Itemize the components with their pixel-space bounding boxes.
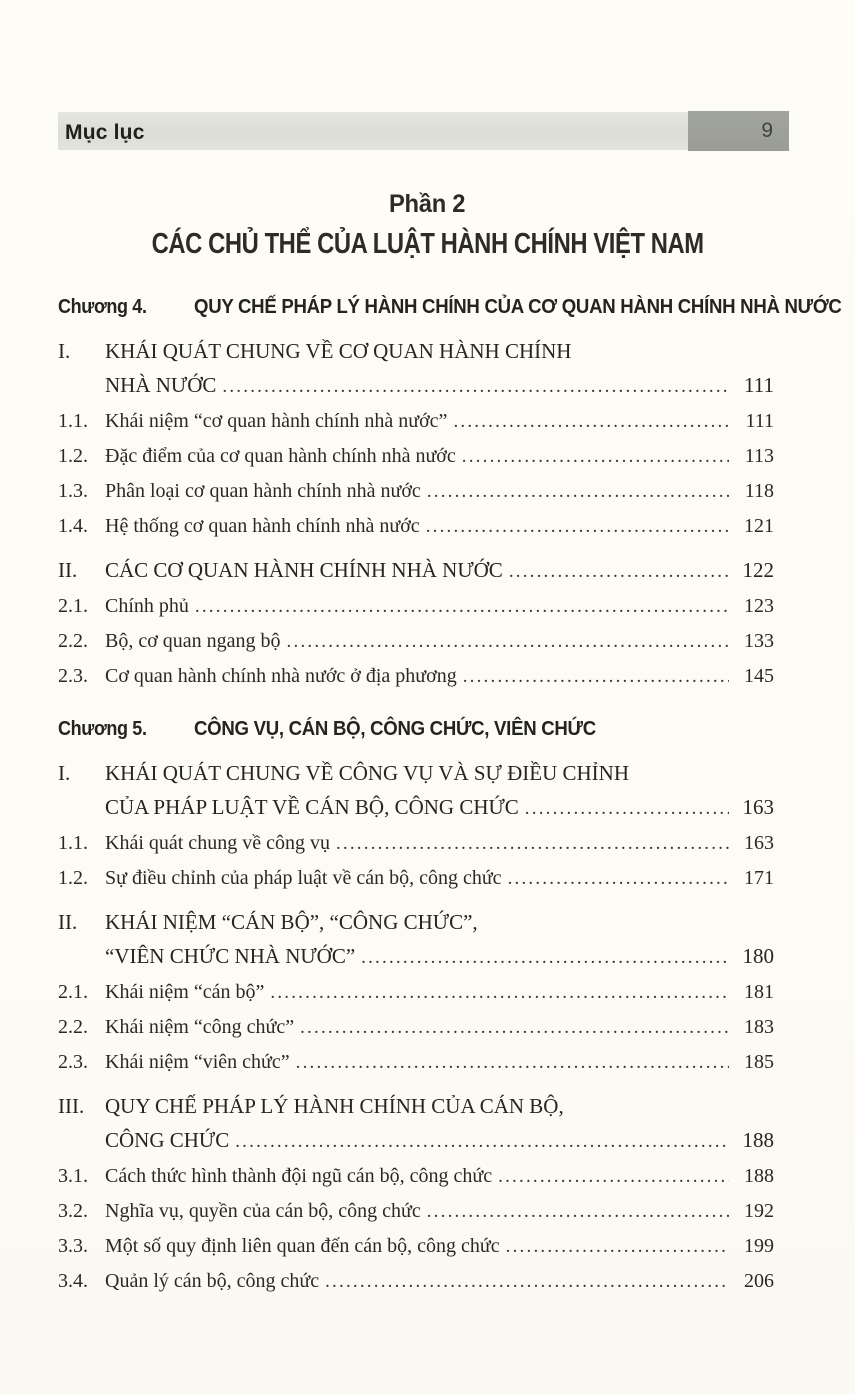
toc-entry-row	[58, 826, 774, 861]
toc-entry-number: 1.1.	[58, 410, 88, 432]
toc-entry-text: CÁC CƠ QUAN HÀNH CHÍNH NHÀ NƯỚC	[105, 558, 503, 582]
toc-entry-number: 1.4.	[58, 515, 88, 537]
toc-entry-content	[105, 553, 774, 589]
toc-entry-page: 171	[744, 867, 774, 889]
toc-entry-text: CỦA PHÁP LUẬT VỀ CÁN BỘ, CÔNG CHỨC	[105, 795, 519, 819]
toc-entry-row	[58, 474, 774, 509]
toc-entry-number: 1.2.	[58, 867, 88, 889]
toc-entry-line	[105, 404, 774, 439]
toc-entry-row	[58, 756, 774, 826]
dot-leader	[300, 1010, 729, 1045]
toc-entry-text: Khái quát chung về công vụ	[105, 832, 330, 854]
toc-entry-row	[58, 1159, 774, 1194]
toc-entry-text: KHÁI QUÁT CHUNG VỀ CƠ QUAN HÀNH CHÍNH	[105, 339, 572, 363]
toc-entry-row	[58, 439, 774, 474]
toc-entry-text: Quản lý cán bộ, công chức	[105, 1270, 320, 1292]
toc-entry-page: 123	[744, 595, 774, 617]
toc-entry-line	[105, 439, 774, 474]
dot-leader	[453, 404, 729, 439]
toc-entry-row	[58, 905, 774, 975]
toc-entry-content	[105, 589, 774, 624]
toc-chapter	[58, 718, 774, 1299]
toc-entry-number: I.	[58, 339, 71, 363]
toc-entry-content	[105, 1010, 774, 1045]
toc-entry-number: II.	[58, 558, 78, 582]
toc-entry-line	[105, 905, 774, 939]
toc-entry-text: KHÁI NIỆM “CÁN BỘ”, “CÔNG CHỨC”,	[105, 910, 478, 934]
toc-entry-line	[105, 474, 774, 509]
running-header-bar	[58, 112, 789, 150]
part-heading	[0, 190, 855, 261]
chapter-label: Chương 4.	[58, 296, 147, 318]
toc-entry-row	[58, 624, 774, 659]
toc-chapters	[58, 296, 843, 1299]
toc-entry-line	[105, 1045, 774, 1080]
toc-entry-content	[105, 905, 774, 975]
toc-entry-text: Khái niệm “công chức”	[105, 1016, 295, 1038]
toc-chapter	[58, 296, 843, 694]
toc-entry-content	[105, 861, 774, 896]
toc-entry-number: 3.2.	[58, 1200, 88, 1222]
running-header-title: Mục lục	[65, 120, 145, 144]
toc-entry-text: Cơ quan hành chính nhà nước ở địa phương	[105, 665, 457, 687]
toc-entry-row	[58, 589, 774, 624]
toc-entry-line	[105, 589, 774, 624]
toc-entry-page: 133	[744, 630, 774, 652]
dot-leader	[426, 509, 729, 544]
toc-entry-row	[58, 1264, 774, 1299]
toc-entry-number: 2.3.	[58, 1051, 88, 1073]
toc-entry-content	[105, 1089, 774, 1159]
toc-entry-page: 121	[744, 515, 774, 537]
toc-entry-number: 2.1.	[58, 595, 88, 617]
toc-entry-page: 111	[745, 410, 774, 432]
part-title-row	[0, 228, 855, 261]
toc-entry-row	[58, 1010, 774, 1045]
part-label-row	[0, 190, 855, 219]
toc-entry-row	[58, 659, 774, 694]
toc-entry-number: II.	[58, 910, 78, 934]
toc-entry-line	[105, 826, 774, 861]
toc-entry-line	[105, 939, 774, 975]
dot-leader	[427, 1194, 729, 1229]
toc-entry-number: 3.3.	[58, 1235, 88, 1257]
toc-entry-page: 199	[744, 1235, 774, 1257]
toc-entry-line	[105, 861, 774, 896]
toc-entry-text: Đặc điểm của cơ quan hành chính nhà nước	[105, 445, 456, 467]
toc-entry-line	[105, 509, 774, 544]
dot-leader	[361, 939, 729, 975]
toc-entry-content	[105, 624, 774, 659]
toc-entry-page: 163	[744, 832, 774, 854]
dot-leader	[509, 553, 729, 589]
toc-entry-number: 2.2.	[58, 630, 88, 652]
toc-entry-content	[105, 975, 774, 1010]
toc-entry-text: Phân loại cơ quan hành chính nhà nước	[105, 480, 421, 502]
chapter-label: Chương 5.	[58, 718, 147, 740]
toc-entry-content	[105, 334, 774, 404]
toc-entry-content	[105, 1194, 774, 1229]
toc-entry-content	[105, 659, 774, 694]
toc-entry-content	[105, 439, 774, 474]
toc-entry-line	[105, 975, 774, 1010]
dot-leader	[498, 1159, 729, 1194]
toc-entry-row	[58, 509, 774, 544]
toc-entry-page: 145	[744, 665, 774, 687]
toc-entry-number: III.	[58, 1094, 85, 1118]
toc-entry-row	[58, 1045, 774, 1080]
toc-entry-line	[105, 368, 774, 404]
toc-entry-page: 185	[744, 1051, 774, 1073]
toc-entry-page: 206	[744, 1270, 774, 1292]
toc-entry-number: 3.4.	[58, 1270, 88, 1292]
toc-entry-text: Chính phủ	[105, 595, 189, 617]
dot-leader	[508, 861, 729, 896]
toc-entry-number: I.	[58, 761, 71, 785]
toc-entry-page: 183	[744, 1016, 774, 1038]
part-label: Phần 2	[389, 190, 466, 218]
toc-entry-row	[58, 1229, 774, 1264]
toc-entry-page: 192	[744, 1200, 774, 1222]
toc-entry-content	[105, 1045, 774, 1080]
toc-entry-page: 188	[742, 1128, 774, 1152]
toc-entry-text: Một số quy định liên quan đến cán bộ, công chức	[105, 1235, 500, 1257]
toc-entry-row	[58, 553, 774, 589]
toc-entry-text: Khái niệm “cán bộ”	[105, 981, 265, 1003]
dot-leader	[222, 368, 729, 404]
dot-leader	[462, 439, 729, 474]
dot-leader	[296, 1045, 729, 1080]
dot-leader	[463, 659, 729, 694]
toc-entry-line	[105, 1123, 774, 1159]
dot-leader	[506, 1229, 729, 1264]
toc-entry-row	[58, 404, 774, 439]
toc-entry-line	[105, 659, 774, 694]
toc-entry-text: Sự điều chỉnh của pháp luật về cán bộ, công chức	[105, 867, 502, 889]
toc-entry-text: Khái niệm “cơ quan hành chính nhà nước”	[105, 410, 448, 432]
chapter-entries	[58, 334, 774, 694]
toc-entry-text: Hệ thống cơ quan hành chính nhà nước	[105, 515, 420, 537]
page-number-block	[688, 111, 789, 151]
toc-entry-page: 113	[744, 445, 774, 467]
dot-leader	[525, 790, 729, 826]
toc-entry-content	[105, 474, 774, 509]
dot-leader	[195, 589, 729, 624]
toc-entry-text: KHÁI QUÁT CHUNG VỀ CÔNG VỤ VÀ SỰ ĐIỀU CHỈNH	[105, 761, 629, 785]
toc-entry-row	[58, 334, 774, 404]
dot-leader	[235, 1123, 729, 1159]
toc-entry-text: Cách thức hình thành đội ngũ cán bộ, công chức	[105, 1165, 493, 1187]
dot-leader	[270, 975, 729, 1010]
page-number: 9	[761, 119, 773, 142]
toc-entry-text: Nghĩa vụ, quyền của cán bộ, công chức	[105, 1200, 421, 1222]
dot-leader	[287, 624, 729, 659]
toc-entry-content	[105, 404, 774, 439]
dot-leader	[336, 826, 729, 861]
toc-entry-content	[105, 1264, 774, 1299]
toc-entry-line	[105, 1229, 774, 1264]
toc-entry-content	[105, 1229, 774, 1264]
toc-entry-number: 1.3.	[58, 480, 88, 502]
toc-entry-text: Bộ, cơ quan ngang bộ	[105, 630, 281, 652]
chapter-entries	[58, 756, 774, 1299]
toc-entry-row	[58, 975, 774, 1010]
part-title: CÁC CHỦ THỂ CỦA LUẬT HÀNH CHÍNH VIỆT NAM	[151, 228, 704, 260]
toc-entry-row	[58, 861, 774, 896]
toc-entry-content	[105, 1159, 774, 1194]
toc-entry-line	[105, 790, 774, 826]
chapter-title: QUY CHẾ PHÁP LÝ HÀNH CHÍNH CỦA CƠ QUAN HÀNH CHÍNH NHÀ NƯỚC	[194, 296, 843, 318]
toc-entry-row	[58, 1194, 774, 1229]
toc-entry-page: 181	[744, 981, 774, 1003]
chapter-heading	[58, 296, 843, 319]
chapter-heading	[58, 718, 774, 741]
toc-entry-text: NHÀ NƯỚC	[105, 373, 217, 397]
toc-entry-line	[105, 1089, 774, 1123]
toc-entry-line	[105, 553, 774, 589]
toc-entry-page: 118	[744, 480, 774, 502]
toc-entry-line	[105, 1010, 774, 1045]
toc-entry-text: Khái niệm “viên chức”	[105, 1051, 290, 1073]
toc-entry-text: QUY CHẾ PHÁP LÝ HÀNH CHÍNH CỦA CÁN BỘ,	[105, 1094, 564, 1118]
toc-entry-number: 1.2.	[58, 445, 88, 467]
dot-leader	[325, 1264, 729, 1299]
toc-entry-content	[105, 756, 774, 826]
toc-entry-number: 1.1.	[58, 832, 88, 854]
toc-entry-page: 122	[742, 558, 774, 582]
toc-entry-page: 163	[742, 795, 774, 819]
toc-entry-line	[105, 1264, 774, 1299]
toc-entry-content	[105, 509, 774, 544]
toc-entry-line	[105, 334, 774, 368]
toc-entry-page: 188	[744, 1165, 774, 1187]
toc-entry-number: 2.2.	[58, 1016, 88, 1038]
toc-entry-page: 111	[744, 373, 774, 397]
toc-entry-content	[105, 826, 774, 861]
toc-entry-page: 180	[742, 944, 774, 968]
dot-leader	[427, 474, 729, 509]
chapter-title: CÔNG VỤ, CÁN BỘ, CÔNG CHỨC, VIÊN CHỨC	[194, 718, 597, 740]
toc-entry-row	[58, 1089, 774, 1159]
toc-entry-line	[105, 1194, 774, 1229]
toc-entry-text: CÔNG CHỨC	[105, 1128, 230, 1152]
toc-entry-number: 2.3.	[58, 665, 88, 687]
toc-entry-line	[105, 624, 774, 659]
toc-entry-line	[105, 1159, 774, 1194]
toc-entry-number: 3.1.	[58, 1165, 88, 1187]
toc-entry-number: 2.1.	[58, 981, 88, 1003]
toc-entry-text: “VIÊN CHỨC NHÀ NƯỚC”	[105, 944, 356, 968]
toc-entry-line	[105, 756, 774, 790]
